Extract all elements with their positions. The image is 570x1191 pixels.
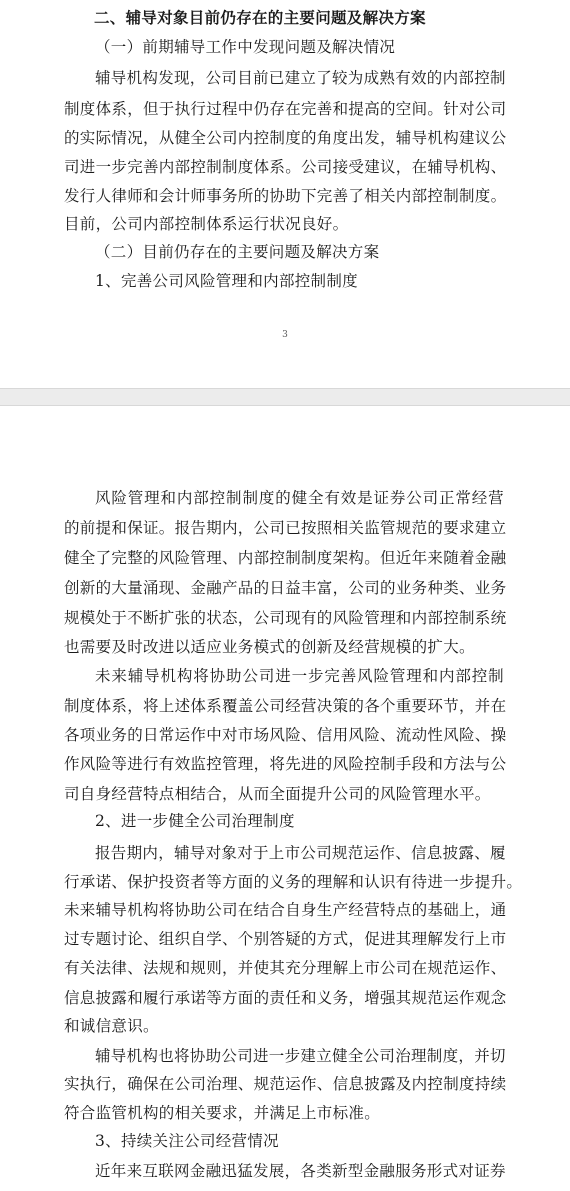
page-number: 3: [282, 330, 288, 340]
paragraph-line: 司进一步完善内部控制制度体系。公司接受建议，在辅导机构、: [64, 158, 507, 176]
paragraph-line: 制度体系，将上述体系覆盖公司经营决策的各个重要环节，并在: [64, 697, 507, 715]
list-item-heading: 3、持续关注公司经营情况: [95, 1132, 279, 1150]
paragraph-line: 创新的大量涌现、金融产品的日益丰富，公司的业务种类、业务: [64, 579, 507, 597]
paragraph-line: 报告期内，辅导对象对于上市公司规范运作、信息披露、履: [95, 844, 506, 862]
paragraph-line: 风险管理和内部控制制度的健全有效是证券公司正常经营: [95, 489, 504, 507]
paragraph-line: 辅导机构也将协助公司进一步建立健全公司治理制度，并切: [95, 1047, 506, 1065]
section-heading: 二、辅导对象目前仍存在的主要问题及解决方案: [94, 9, 426, 27]
document-page-1: [0, 0, 570, 388]
paragraph-line: 未来辅导机构将协助公司在结合自身生产经营特点的基础上，通: [64, 901, 507, 919]
paragraph-line: 信息披露和履行承诺等方面的责任和义务，增强其规范运作观念: [64, 989, 507, 1007]
list-item-heading: 1、完善公司风险管理和内部控制制度: [95, 272, 358, 290]
paragraph-line: 制度体系，但于执行过程中仍存在完善和提高的空间。针对公司: [64, 100, 507, 118]
paragraph-line: 作风险等进行有效监控管理，将先进的风险控制手段和方法与公: [64, 755, 507, 773]
paragraph-line: 有关法律、法规和规则，并使其充分理解上市公司在规范运作、: [64, 959, 507, 977]
paragraph-line: 的实际情况，从健全公司内控制度的角度出发，辅导机构建议公: [64, 129, 507, 147]
paragraph-line: 司自身经营特点相结合，从而全面提升公司的风险管理水平。: [64, 785, 491, 803]
paragraph-line: 各项业务的日常运作中对市场风险、信用风险、流动性风险、操: [64, 726, 507, 744]
paragraph-line: 实执行，确保在公司治理、规范运作、信息披露及内控制度持续: [64, 1075, 507, 1093]
paragraph-line: 过专题讨论、组织自学、个别答疑的方式，促进其理解发行上市: [64, 930, 507, 948]
paragraph-line: 辅导机构发现，公司目前已建立了较为成熟有效的内部控制: [95, 69, 506, 87]
paragraph-line: 未来辅导机构将协助公司进一步完善风险管理和内部控制: [95, 667, 504, 685]
list-item-heading: 2、进一步健全公司治理制度: [95, 812, 295, 830]
paragraph-line: 规模处于不断扩张的状态，公司现有的风险管理和内部控制系统: [64, 609, 507, 627]
document-page-2: [0, 406, 570, 1191]
paragraph-line: 健全了完整的风险管理、内部控制制度架构。但近年来随着金融: [64, 549, 507, 567]
paragraph-line: 也需要及时改进以适应业务模式的创新及经营规模的扩大。: [64, 638, 475, 656]
paragraph-line: 的前提和保证。报告期内，公司已按照相关监管规范的要求建立: [64, 519, 507, 537]
subsection-heading-1: （一）前期辅导工作中发现问题及解决情况: [95, 38, 396, 56]
subsection-heading-2: （二）目前仍存在的主要问题及解决方案: [95, 243, 380, 261]
paragraph-line: 近年来互联网金融迅猛发展，各类新型金融服务形式对证券: [95, 1162, 506, 1180]
page-separator: [0, 388, 570, 406]
paragraph-line: 和诚信意识。: [64, 1017, 159, 1035]
paragraph-line: 目前，公司内部控制体系运行状况良好。: [64, 215, 349, 233]
paragraph-line: 行承诺、保护投资者等方面的义务的理解和认识有待进一步提升。: [64, 873, 523, 891]
paragraph-line: 符合监管机构的相关要求，并满足上市标准。: [64, 1104, 381, 1122]
paragraph-line: 发行人律师和会计师事务所的协助下完善了相关内部控制制度。: [64, 187, 507, 205]
